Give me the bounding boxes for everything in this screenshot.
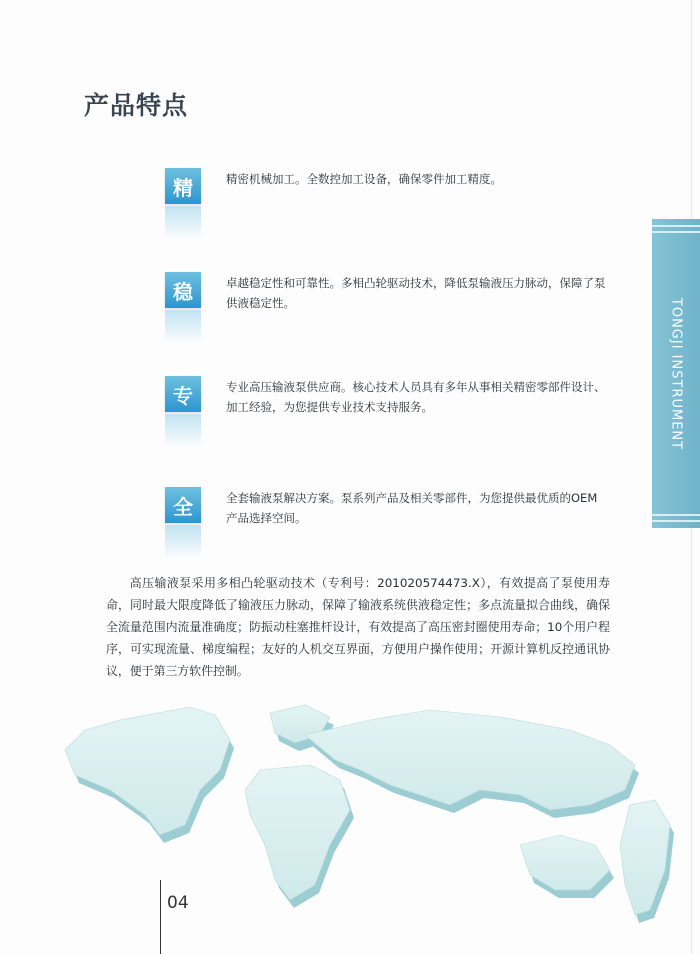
feature-text: 卓越稳定性和可靠性。多相凸轮驱动技术，降低泵输液压力脉动，保障了泵供液稳定性。 — [226, 276, 606, 310]
map-north-america — [65, 707, 230, 835]
feature-badge: 稳 — [165, 272, 201, 308]
feature-badge: 精 — [165, 168, 201, 204]
feature-stability — [165, 272, 615, 372]
product-description: 高压输液泵采用多相凸轮驱动技术（专利号：201020574473.X），有效提高了泵使用寿命，同时最大限度降低了输液压力脉动，保障了输液系统供液稳定性；多点流量拟合曲线，确保全流量范围内流量准确度；防振动柱塞推杆设计，有效提高了高压密封圈使用寿命；10个用户程序，可实现流量、梯度编程；友好的人机交互界面，方便用户操作使用；开源计算机反控通讯协议，便于第三方软件控制。 — [106, 576, 610, 678]
side-tab-stripe — [652, 520, 700, 522]
feature-badge: 专 — [165, 376, 201, 412]
side-tab-label: TONGJI INSTRUMENT — [668, 297, 684, 450]
feature-text: 全套输液泵解决方案。泵系列产品及相关零部件，为您提供最优质的OEM产品选择空间。 — [226, 491, 598, 525]
page-title: 产品特点 — [84, 91, 189, 120]
map-south-america — [620, 800, 670, 915]
badge-reflection — [165, 414, 201, 448]
feature-text: 专业高压输液泵供应商。核心技术人员具有多年从事相关精密零部件设计、加工经验，为您提供专业技术支持服务。 — [226, 380, 606, 414]
map-africa — [245, 765, 350, 900]
side-tab-stripe — [652, 231, 700, 233]
badge-reflection — [165, 525, 201, 559]
side-tab-stripe — [652, 514, 700, 516]
world-map-image — [50, 695, 690, 940]
map-australia — [520, 835, 610, 890]
badge-reflection — [165, 206, 201, 240]
side-tab-stripe — [652, 225, 700, 227]
feature-professional — [165, 376, 615, 476]
side-tab — [652, 219, 700, 528]
feature-text: 精密机械加工。全数控加工设备，确保零件加工精度。 — [226, 172, 502, 186]
feature-badge: 全 — [165, 487, 201, 523]
page-number: 04 — [167, 893, 189, 913]
page-number-divider — [160, 880, 161, 954]
badge-reflection — [165, 310, 201, 344]
feature-precision — [165, 168, 615, 268]
map-eurasia — [305, 710, 635, 810]
